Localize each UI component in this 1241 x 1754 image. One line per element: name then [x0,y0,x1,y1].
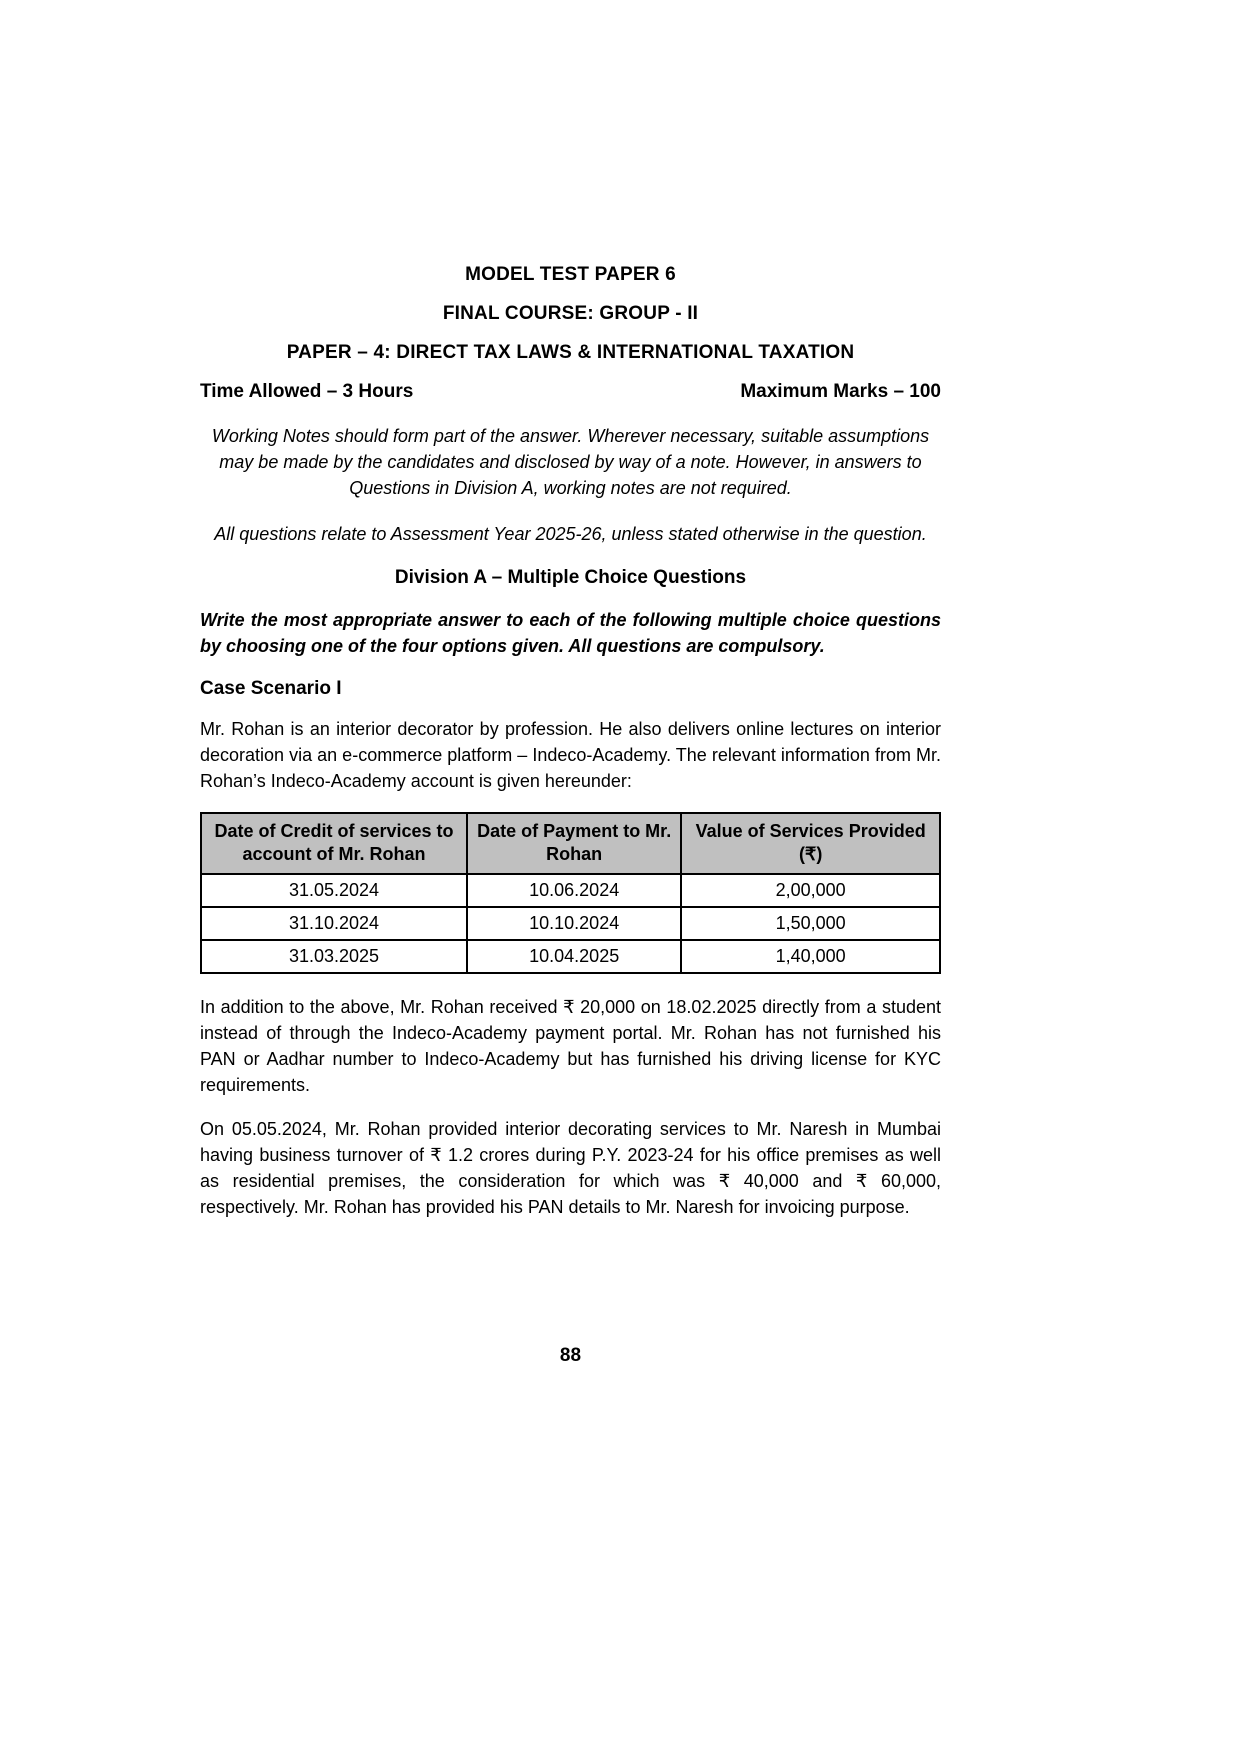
table-cell: 10.10.2024 [467,907,681,940]
table-cell: 31.03.2025 [201,940,467,973]
case-scenario-heading: Case Scenario I [200,677,342,699]
maximum-marks: Maximum Marks – 100 [740,381,941,402]
table-cell: 10.04.2025 [467,940,681,973]
table-cell: 1,50,000 [681,907,940,940]
additional-info-paragraph: In addition to the above, Mr. Rohan received ₹ 20,000 on 18.02.2025 directly from a student instead of through the Indeco-Academy payment portal. Mr. Rohan has not furnished his PAN or Aadhar number to Indeco-Academy but has furnished his driving license for KYC requirements. [200,996,941,1095]
course-title: FINAL COURSE: GROUP - II [442,303,699,324]
page-number: 88 [559,1345,582,1366]
header-cell-payment-date: Date of Payment to Mr. Rohan [467,813,681,874]
division-heading: Division A – Multiple Choice Questions [394,567,747,589]
mcq-instruction: Write the most appropriate answer to each of the following multiple choice questions by choosing one of the four options given. All questions are compulsory. [200,610,941,657]
table-cell: 31.05.2024 [201,874,467,907]
table-cell: 1,40,000 [681,940,940,973]
table-header-row [201,813,940,874]
subject-title: PAPER – 4: DIRECT TAX LAWS & INTERNATIONAL TAXATION [286,342,855,363]
assessment-year-note: All questions relate to Assessment Year 2025-26, unless stated otherwise in the question. [214,524,927,545]
table-row [201,874,940,907]
exam-meta-row [200,381,941,403]
paper-title: MODEL TEST PAPER 6 [465,264,676,285]
table-cell: 31.10.2024 [201,907,467,940]
time-allowed: Time Allowed – 3 Hours [200,381,414,402]
document-content [200,264,941,1238]
table-cell: 10.06.2024 [467,874,681,907]
services-table-body [201,874,940,973]
services-table-head [201,813,940,874]
naresh-services-paragraph: On 05.05.2024, Mr. Rohan provided interior decorating services to Mr. Naresh in Mumbai having business turnover of ₹ 1.2 crores during P.Y. 2023-24 for his office premises as well as residential premises, the consideration for which was ₹ 40,000 and ₹ 60,000, respectively. Mr. Rohan has provided his PAN details to Mr. Naresh for invoicing purpose. [200,1119,941,1218]
working-notes-instruction: Working Notes should form part of the answer. Wherever necessary, suitable assumptions may be made by the candidates and disclosed by way of a note. However, in answers to Questions in Division A, working notes are not required. [211,426,930,499]
table-row [201,940,940,973]
header-cell-credit-date: Date of Credit of services to account of Mr. Rohan [201,813,467,874]
case-intro-paragraph: Mr. Rohan is an interior decorator by profession. He also delivers online lectures on interior decoration via an e-commerce platform – Indeco-Academy. The relevant information from Mr. Rohan’s Indeco-Academy account is given hereunder: [200,718,941,791]
services-table [200,812,941,974]
table-cell: 2,00,000 [681,874,940,907]
header-cell-value: Value of Services Provided (₹) [681,813,940,874]
table-row [201,907,940,940]
